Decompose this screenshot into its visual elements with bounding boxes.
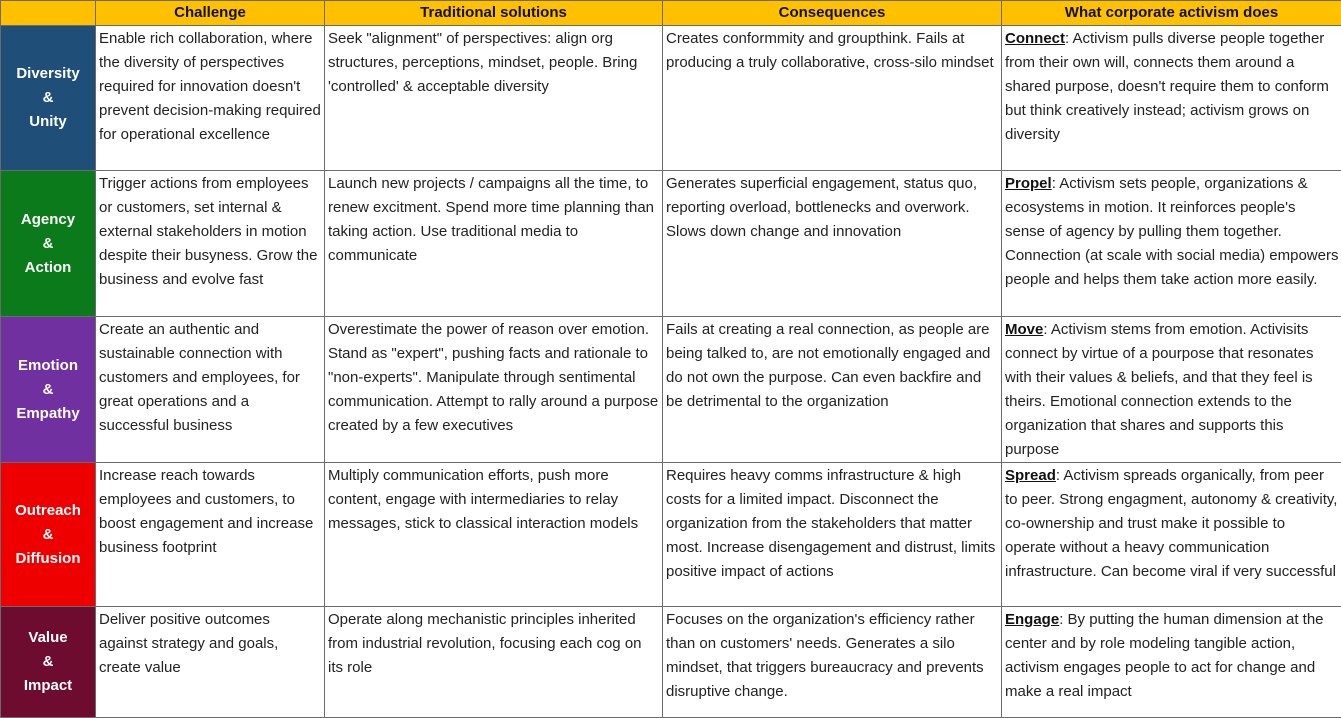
- row-label-line: &: [1, 523, 95, 547]
- activism-description: : By putting the human dimension at the center and by role modeling tangible action, activism engages people to act for change and make a real impact: [1005, 611, 1324, 700]
- row-label-line: Emotion: [1, 354, 95, 378]
- activism-description: : Activism sets people, organizations & ecosystems in motion. It reinforces people's sense of agency by pulling them together. Connection (at scale with social media) empowers people and helps them take action more easily.: [1005, 175, 1338, 288]
- traditional-solutions-cell: Operate along mechanistic principles inherited from industrial revolution, focusing each cog on its role: [325, 607, 663, 718]
- row-label-line: &: [1, 650, 95, 674]
- row-label-line: &: [1, 378, 95, 402]
- activism-cell: [1002, 171, 1341, 317]
- row-label-line: &: [1, 86, 95, 110]
- activism-keyword: Connect: [1005, 30, 1065, 47]
- header-corporate-activism: What corporate activism does: [1002, 1, 1341, 26]
- row-label-outreach-diffusion: [1, 463, 96, 607]
- header-corner-cell: [1, 1, 96, 26]
- consequences-cell: Generates superficial engagement, status quo, reporting overload, bottlenecks and overwork. Slows down change and innovation: [663, 171, 1002, 317]
- header-traditional-solutions: Traditional solutions: [325, 1, 663, 26]
- row-label-line: Empathy: [1, 402, 95, 426]
- row-label-diversity-unity: [1, 26, 96, 171]
- activism-cell: [1002, 607, 1341, 718]
- table-row: [1, 607, 1341, 718]
- row-label-line: Outreach: [1, 499, 95, 523]
- challenge-cell: Deliver positive outcomes against strategy and goals, create value: [96, 607, 325, 718]
- consequences-cell: Fails at creating a real connection, as people are being talked to, are not emotionally engaged and do not own the purpose. Can even backfire and be detrimental to the organization: [663, 317, 1002, 463]
- row-label-line: Diffusion: [1, 547, 95, 571]
- row-label-line: Action: [1, 256, 95, 280]
- activism-cell: [1002, 26, 1341, 171]
- traditional-solutions-cell: Overestimate the power of reason over emotion. Stand as "expert", pushing facts and rationale to "non-experts". Manipulate through sentimental communication. Attempt to rally around a purpose created by a few executives: [325, 317, 663, 463]
- activism-keyword: Move: [1005, 321, 1043, 338]
- traditional-solutions-cell: Seek "alignment" of perspectives: align org structures, perceptions, mindset, people. Bring 'controlled' & acceptable diversity: [325, 26, 663, 171]
- header-challenge: Challenge: [96, 1, 325, 26]
- traditional-solutions-cell: Multiply communication efforts, push more content, engage with intermediaries to relay messages, stick to classical interaction models: [325, 463, 663, 607]
- row-label-line: Value: [1, 626, 95, 650]
- table-row: [1, 317, 1341, 463]
- activism-description: : Activism stems from emotion. Activisits connect by virtue of a pourpose that resonates with their values & beliefs, and that they feel is theirs. Emotional connection extends to the organization that shares and supports this purpose: [1005, 321, 1314, 458]
- consequences-cell: Creates conformmity and groupthink. Fails at producing a truly collaborative, cross-silo mindset: [663, 26, 1002, 171]
- activism-cell: [1002, 463, 1341, 607]
- challenge-cell: Enable rich collaboration, where the diversity of perspectives required for innovation doesn't prevent decision-making required for operational excellence: [96, 26, 325, 171]
- traditional-solutions-cell: Launch new projects / campaigns all the time, to renew excitment. Spend more time planning than taking action. Use traditional media to communicate: [325, 171, 663, 317]
- header-consequences: Consequences: [663, 1, 1002, 26]
- consequences-cell: Requires heavy comms infrastructure & high costs for a limited impact. Disconnect the organization from the stakeholders that matter most. Increase disengagement and distrust, limits positive impact of actions: [663, 463, 1002, 607]
- row-label-value-impact: [1, 607, 96, 718]
- challenge-cell: Create an authentic and sustainable connection with customers and employees, for great operations and a successful business: [96, 317, 325, 463]
- row-label-line: Impact: [1, 674, 95, 698]
- row-label-emotion-empathy: [1, 317, 96, 463]
- activism-keyword: Propel: [1005, 175, 1052, 192]
- challenge-cell: Trigger actions from employees or customers, set internal & external stakeholders in motion despite their busyness. Grow the business and evolve fast: [96, 171, 325, 317]
- header-row: [1, 1, 1341, 26]
- row-label-line: Agency: [1, 208, 95, 232]
- activism-description: : Activism pulls diverse people together from their own will, connects them around a shared purpose, doesn't require them to conform but think creatively instead; activism grows on diversity: [1005, 30, 1329, 143]
- activism-keyword: Engage: [1005, 611, 1059, 628]
- consequences-cell: Focuses on the organization's efficiency rather than on customers' needs. Generates a silo mindset, that triggers bureaucracy and prevents disruptive change.: [663, 607, 1002, 718]
- activism-cell: [1002, 317, 1341, 463]
- activism-description: : Activism spreads organically, from peer to peer. Strong engagment, autonomy & creativity, co-ownership and trust make it possible to operate without a heavy communication infrastructure. Can become viral if very successful: [1005, 467, 1337, 580]
- table-row: [1, 26, 1341, 171]
- row-label-line: Diversity: [1, 62, 95, 86]
- activism-keyword: Spread: [1005, 467, 1056, 484]
- table-row: [1, 463, 1341, 607]
- row-label-agency-action: [1, 171, 96, 317]
- challenge-cell: Increase reach towards employees and customers, to boost engagement and increase business footprint: [96, 463, 325, 607]
- row-label-line: &: [1, 232, 95, 256]
- table-row: [1, 171, 1341, 317]
- row-label-line: Unity: [1, 110, 95, 134]
